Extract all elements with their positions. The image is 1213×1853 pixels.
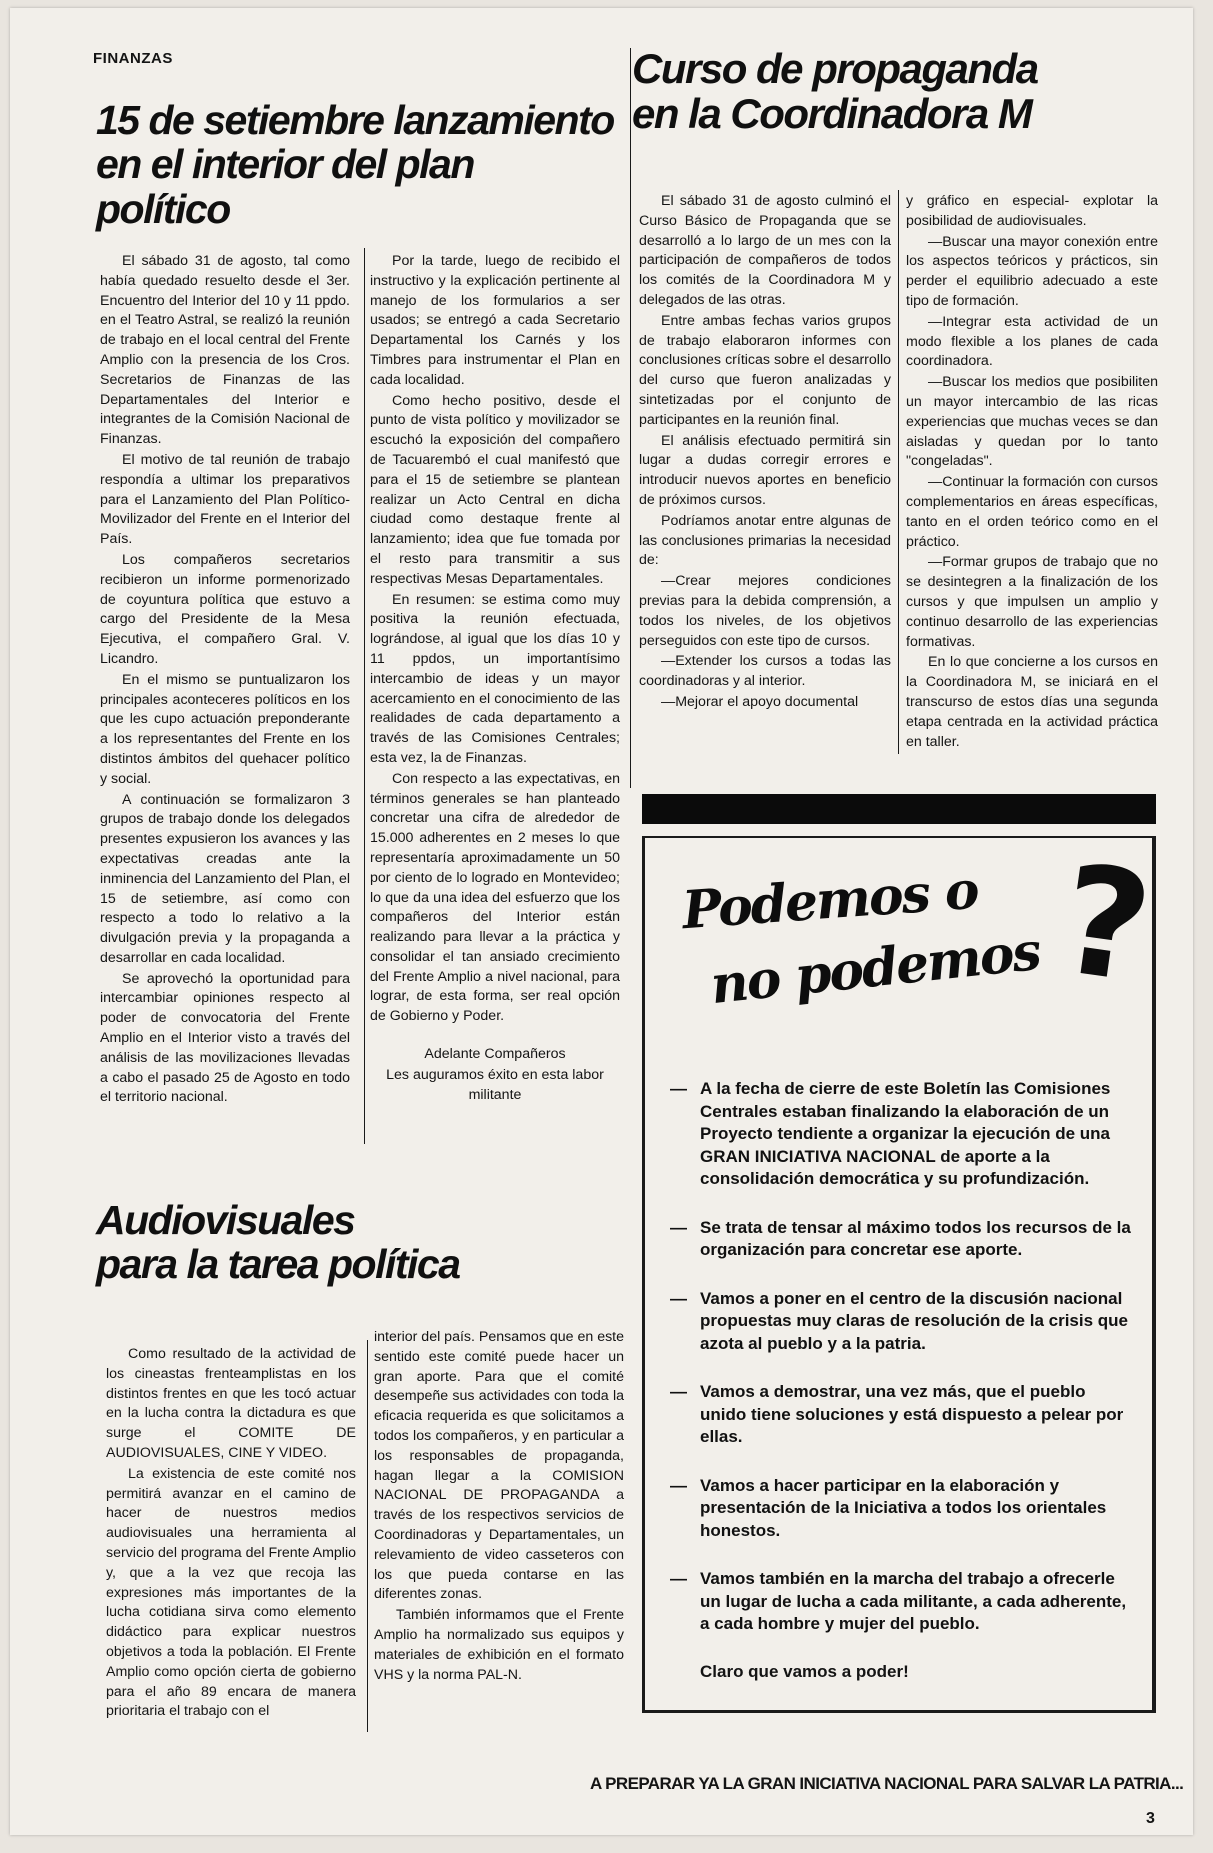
black-banner-bar (642, 794, 1156, 824)
curso-article-col1 (639, 192, 891, 714)
audio-article-col2 (374, 1328, 624, 1686)
paragraph: El sábado 31 de agosto, tal como había quedado resuelto desde el 3er. Encuentro del Interior del 10 y 11 ppdo. en el Teatro Astral, se realizó la reunión de trabajo en el local central del Frente Amplio con la presencia de los Cros. Secretarios de Finanzas de las Departamentales del Interior e integrantes de la Comisión Nacional de Finanzas. (100, 253, 350, 448)
paragraph: —Mejorar el apoyo documental (661, 693, 859, 710)
paragraph: En el mismo se puntualizaron los principales aconteceres políticos en los que les cupo actuación preponderante a los representantes del Frente en los distintos ámbitos del quehacer político y social. (100, 671, 350, 787)
main-headline-line2: en el interior del plan político (96, 141, 474, 232)
audio-headline (96, 1198, 516, 1287)
initiative-bullets (670, 1078, 1136, 1682)
closing-line: Claro que vamos a poder! (700, 1661, 909, 1681)
paragraph: —Formar grupos de trabajo que no se desintegren a la finalización de los cursos y que impulsen un amplio y continuo desarrollo de las experiencias formativas. (906, 554, 1158, 650)
paragraph: —Integrar esta actividad de un modo flexible a los planes de cada coordinadora. (906, 313, 1158, 370)
bullet-dash: — (670, 1382, 687, 1401)
main-article-col2 (370, 252, 620, 1106)
paragraph: Entre ambas fechas varios grupos de trabajo elaboraron informes con conclusiones críticas sobre el desarrollo del curso que fueron analizadas y sintetizadas por el conjunto de participantes en la reunión final. (639, 312, 891, 428)
bullet-text: Se trata de tensar al máximo todos los recursos de la organización para concretar ese aporte. (700, 1217, 1131, 1259)
paragraph: También informamos que el Frente Amplio ha normalizado sus equipos y materiales de exhibición en el formato VHS y la norma PAL-N. (374, 1607, 624, 1683)
paragraph: —Extender los cursos a todas las coordinadoras y al interior. (639, 653, 891, 690)
column-rule (898, 190, 899, 754)
paragraph: En resumen: se estima como muy positiva la reunión efectuada, lográndose, al igual que los días 10 y 11 ppdos, un importantísimo intercambio de ideas y un mayor acercamiento en el conocimiento de las realidades de cada departamento a través de las Comisiones Centrales; esta vez, la de Finanzas. (370, 591, 620, 766)
bullet-item (670, 1381, 1136, 1449)
paragraph: interior del país. Pensamos que en este sentido este comité puede hacer un gran aporte. Para que el comité desempeñe sus actividades con toda la eficacia requerida es que solicitamos a todos los compañeros, y en particular a los responsables de propaganda, hagan llegar a la COMISION NACIONAL DE PROPAGANDA a través de los respectivos servicios de Coordinadoras y Departamentales, un relevamiento de video casseteros con los que pueda contarse en las diferentes zonas. (374, 1329, 625, 1603)
bullet-text: Vamos también en la marcha del trabajo a ofrecerle un lugar de lucha a cada militante, a cada adherente, a cada hombre y mujer del pueblo. (700, 1569, 1127, 1633)
paragraph: Los compañeros secretarios recibieron un informe pormenorizado de coyuntura política que estuvo a cargo del Presidente de la Mesa Ejecutiva, el compañero Gral. V. Licandro. (100, 551, 350, 667)
paragraph: Con respecto a las expectativas, en términos generales se han planteado concretar una cifra de alrededor de 15.000 adherentes en 2 meses lo que representaría aproximadamente un 50 por ciento de lo logrado en Montevideo; lo que da una idea del esfuerzo que los compañeros del Interior están realizando para llevar a la práctica y consolidar el tan ansiado crecimiento del Frente Amplio a nivel nacional, para lograr, de esta forma, ser real opción de Gobierno y Poder. (370, 770, 620, 1025)
paragraph: El motivo de tal reunión de trabajo respondía a ultimar los preparativos para el Lanzamiento del Plan Político-Movilizador del Frente en el Interior del País. (100, 451, 350, 548)
column-rule (364, 248, 365, 1144)
signoff-line1: Adelante Compañeros (424, 1046, 566, 1063)
curso-article-col2 (906, 192, 1158, 753)
question-mark: ? (1050, 832, 1161, 1018)
bullet-dash: — (670, 1079, 687, 1098)
bullet-text: Vamos a demostrar, una vez más, que el pueblo unido tiene soluciones y está dispuesto a pelear por ellas. (700, 1382, 1124, 1446)
paragraph: El análisis efectuado permitirá sin lugar a dudas corregir errores e introducir nuevos aportes en beneficio de próximos cursos. (639, 432, 891, 508)
main-headline-line1: 15 de setiembre lanzamiento (96, 97, 614, 143)
audio-article-col1 (106, 1345, 356, 1723)
bullet-dash: — (670, 1217, 687, 1237)
handwritten-line2: no podemos (707, 920, 1043, 1017)
bullet-item (670, 1475, 1136, 1543)
paragraph: —Crear mejores condiciones previas para la debida comprensión, a todos los niveles, de los objetivos perseguidos con este tipo de cursos. (639, 573, 891, 649)
section-label: FINANZAS (93, 50, 173, 67)
paragraph: En lo que concierne a los cursos en la Coordinadora M, se iniciará en el transcurso de estos días una segunda etapa centrada en la actividad práctica en taller. (906, 654, 1158, 750)
paragraph: —Buscar una mayor conexión entre los aspectos teóricos y prácticos, sin perder el equilibrio adecuado a este tipo de formación. (906, 233, 1158, 309)
vertical-rule (630, 48, 631, 788)
bullet-dash: — (670, 1569, 687, 1588)
bullet-item (670, 1288, 1136, 1356)
column-rule (367, 1340, 368, 1732)
bullet-text: Vamos a poner en el centro de la discusión nacional propuestas muy claras de resolución de la crisis que azota al pueblo y a la patria. (700, 1288, 1128, 1353)
handwritten-line1: Podemos o (680, 859, 980, 942)
paragraph: La existencia de este comité nos permitirá avanzar en el camino de hacer de nuestros medios audiovisuales una herramienta al servicio del programa del Frente Amplio y, que a la vez que recoja las expresiones más importantes de la lucha cotidiana sirva como elemento didáctico para explicar nuestros objetivos a toda la población. El Frente Amplio como opción cierta de gobierno para el año 89 encara de manera prioritaria el trabajo con el (106, 1465, 356, 1720)
paragraph: Por la tarde, luego de recibido el instructivo y la explicación pertinente al manejo de los formularios a ser usados; se entregó a cada Secretario Departamental los Carnés y los Timbres para instrumentar el Plan en cada localidad. (370, 253, 620, 388)
paragraph: y gráfico en especial- explotar la posibilidad de audiovisuales. (906, 193, 1158, 229)
curso-headline (632, 46, 1172, 137)
bullet-text: Vamos a hacer participar en la elaboración y presentación de la Iniciativa a todos los orientales honestos. (700, 1475, 1107, 1540)
paragraph: El sábado 31 de agosto culminó el Curso Básico de Propaganda que se desarrolló a lo largo de un mes con la participación de compañeros de todos los comités de la Coordinadora M y delegados de las otras. (639, 193, 891, 308)
paragraph: —Buscar los medios que posibiliten un mayor intercambio de las ricas experiencias que muchas veces se dan aisladas y quedan por lo tanto "congeladas". (906, 374, 1158, 470)
paragraph: A continuación se formalizaron 3 grupos de trabajo donde los delegados presentes expusieron los avances y las expectativas creadas ante la inminencia del Lanzamiento del Plan, el 15 de setiembre, así como con respecto a todo lo relativo a la divulgación previa y la propaganda a desarrollar en cada localidad. (100, 791, 351, 966)
bullet-dash: — (670, 1475, 687, 1495)
signoff-line2: Les auguramos éxito en esta labor militante (386, 1066, 604, 1103)
bullet-item (670, 1568, 1136, 1636)
bullet-dash: — (670, 1288, 687, 1308)
audio-headline-line2: para la tarea política (96, 1241, 460, 1288)
paragraph: —Continuar la formación con cursos complementarios en áreas específicas, tanto en el orden teórico como en el práctico. (906, 474, 1158, 550)
main-headline (96, 98, 616, 231)
bullet-text: A la fecha de cierre de este Boletín las Comisiones Centrales estaban finalizando la elaboración de un Proyecto tendiente a organizar la ejecución de una GRAN INICIATIVA NACIONAL de aporte a la consolidación democrática y su profundización. (700, 1079, 1111, 1188)
bullet-item (670, 1217, 1136, 1262)
paragraph: Se aprovechó la oportunidad para intercambiar opiniones respecto al poder de convocatoria del Frente Amplio en el Interior visto a través del análisis de las movilizaciones llevadas a cabo el pasado 25 de Agosto en todo el territorio nacional. (100, 970, 350, 1106)
newspaper-page (10, 8, 1193, 1835)
footer-slogan: A PREPARAR YA LA GRAN INICIATIVA NACIONAL PARA SALVAR LA PATRIA... (590, 1774, 1184, 1793)
bullet-item (670, 1078, 1136, 1191)
curso-headline-line2: en la Coordinadora M (632, 90, 1032, 138)
audio-headline-line1: Audiovisuales (96, 1197, 355, 1243)
paragraph: Como resultado de la actividad de los cineastas frenteamplistas en los distintos frentes en que les tocó actuar en la lucha contra la dictadura es que surge el COMITE DE AUDIOVISUALES, CINE Y VIDEO. (106, 1346, 356, 1461)
curso-headline-line1: Curso de propaganda (632, 45, 1038, 92)
page-number: 3 (1146, 1810, 1155, 1827)
paragraph: Como hecho positivo, desde el punto de vista político y movilizador se escuchó la exposición del compañero de Tacuarembó el cual manifestó que para el 15 de setiembre se plantean realizar un Acto Central en dicha ciudad como destaque frente al lanzamiento; idea que fue tomada por el resto para transmitir a sus respectivas Mesas Departamentales. (370, 392, 620, 587)
main-article-col1 (100, 252, 350, 1109)
paragraph: Podríamos anotar entre algunas de las conclusiones primarias la necesidad de: (639, 512, 891, 569)
